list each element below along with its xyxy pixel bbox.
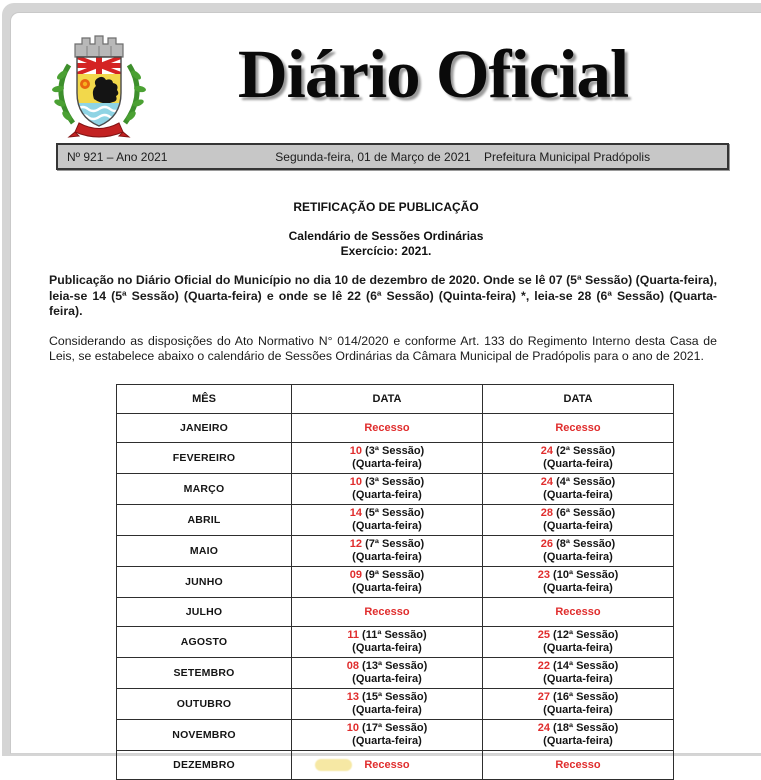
table-row bbox=[117, 688, 674, 719]
session-weekday: (Quarta-feira) bbox=[486, 704, 670, 717]
session-weekday: (Quarta-feira) bbox=[295, 642, 479, 655]
table-row bbox=[117, 442, 674, 473]
date-cell bbox=[483, 750, 674, 779]
recesso-label: Recesso bbox=[555, 422, 600, 434]
table-row bbox=[117, 597, 674, 626]
table-row bbox=[117, 750, 674, 779]
table-row bbox=[117, 657, 674, 688]
date-cell bbox=[292, 597, 483, 626]
date-cell: 14 (5ª Sessão) (Quarta-feira) bbox=[292, 504, 483, 535]
session-day: 10 bbox=[347, 722, 359, 734]
table-row bbox=[117, 473, 674, 504]
document-page bbox=[10, 12, 761, 754]
rectification-heading: RETIFICAÇÃO DE PUBLICAÇÃO bbox=[11, 200, 761, 214]
gazette-title: Diário Oficial bbox=[153, 35, 713, 114]
month-cell: DEZEMBRO bbox=[117, 750, 292, 779]
session-day: 10 bbox=[350, 445, 362, 457]
table-row bbox=[117, 535, 674, 566]
considering-paragraph: Considerando as disposições do Ato Normativo N° 014/2020 e conforme Art. 133 do Regimento Interno desta Casa de Leis, se estabelece abaixo o calendário de Sessões Ordinárias da Câmara Municipal de Pradópolis para o ano de 2021. bbox=[49, 334, 717, 365]
recesso-label: Recesso bbox=[555, 606, 600, 618]
session-weekday: (Quarta-feira) bbox=[295, 551, 479, 564]
session-weekday: (Quarta-feira) bbox=[486, 520, 670, 533]
edition-info-bar bbox=[56, 143, 729, 170]
month-cell: JANEIRO bbox=[117, 413, 292, 442]
table-row bbox=[117, 566, 674, 597]
date-cell: 12 (7ª Sessão) (Quarta-feira) bbox=[292, 535, 483, 566]
session-weekday: (Quarta-feira) bbox=[486, 582, 670, 595]
date-cell bbox=[483, 413, 674, 442]
column-header: MÊS bbox=[117, 384, 292, 413]
month-cell: FEVEREIRO bbox=[117, 442, 292, 473]
date-cell: 13 (15ª Sessão) (Quarta-feira) bbox=[292, 688, 483, 719]
session-day: 28 bbox=[541, 507, 553, 519]
table-row bbox=[117, 719, 674, 750]
date-cell: 24 (2ª Sessão) (Quarta-feira) bbox=[483, 442, 674, 473]
date-cell: 11 (11ª Sessão) (Quarta-feira) bbox=[292, 626, 483, 657]
session-weekday: (Quarta-feira) bbox=[295, 704, 479, 717]
session-day: 13 bbox=[347, 691, 359, 703]
date-cell: 24 (18ª Sessão) (Quarta-feira) bbox=[483, 719, 674, 750]
month-cell: MAIO bbox=[117, 535, 292, 566]
date-cell bbox=[292, 750, 483, 779]
table-row bbox=[117, 413, 674, 442]
session-weekday: (Quarta-feira) bbox=[295, 489, 479, 502]
column-header: DATA bbox=[483, 384, 674, 413]
session-day: 14 bbox=[350, 507, 362, 519]
session-day: 10 bbox=[350, 476, 362, 488]
date-cell: 09 (9ª Sessão) (Quarta-feira) bbox=[292, 566, 483, 597]
session-day: 26 bbox=[541, 538, 553, 550]
recesso-label: Recesso bbox=[364, 759, 409, 771]
session-day: 23 bbox=[538, 569, 550, 581]
month-cell: OUTUBRO bbox=[117, 688, 292, 719]
session-day: 22 bbox=[538, 660, 550, 672]
session-day: 27 bbox=[538, 691, 550, 703]
session-weekday: (Quarta-feira) bbox=[295, 673, 479, 686]
month-cell: MARÇO bbox=[117, 473, 292, 504]
municipality-name: Prefeitura Municipal Pradópolis bbox=[484, 150, 727, 164]
session-day: 09 bbox=[350, 569, 362, 581]
date-cell: 27 (16ª Sessão) (Quarta-feira) bbox=[483, 688, 674, 719]
session-weekday: (Quarta-feira) bbox=[295, 520, 479, 533]
date-cell bbox=[292, 413, 483, 442]
table-row bbox=[117, 626, 674, 657]
date-cell: 10 (3ª Sessão) (Quarta-feira) bbox=[292, 473, 483, 504]
date-cell: 25 (12ª Sessão) (Quarta-feira) bbox=[483, 626, 674, 657]
date-cell bbox=[483, 597, 674, 626]
recesso-label: Recesso bbox=[364, 606, 409, 618]
session-day: 25 bbox=[538, 629, 550, 641]
date-cell: 22 (14ª Sessão) (Quarta-feira) bbox=[483, 657, 674, 688]
session-weekday: (Quarta-feira) bbox=[486, 458, 670, 471]
municipal-coat-of-arms-logo bbox=[49, 33, 149, 141]
session-weekday: (Quarta-feira) bbox=[486, 735, 670, 748]
session-weekday: (Quarta-feira) bbox=[295, 458, 479, 471]
session-weekday: (Quarta-feira) bbox=[295, 582, 479, 595]
sessions-calendar-table bbox=[116, 384, 674, 780]
date-cell: 24 (4ª Sessão) (Quarta-feira) bbox=[483, 473, 674, 504]
date-cell: 26 (8ª Sessão) (Quarta-feira) bbox=[483, 535, 674, 566]
month-cell: SETEMBRO bbox=[117, 657, 292, 688]
session-weekday: (Quarta-feira) bbox=[486, 551, 670, 564]
session-weekday: (Quarta-feira) bbox=[486, 673, 670, 686]
session-day: 12 bbox=[350, 538, 362, 550]
exercise-heading: Exercício: 2021. bbox=[11, 244, 761, 258]
calendar-heading: Calendário de Sessões Ordinárias bbox=[11, 229, 761, 243]
session-day: 24 bbox=[541, 476, 553, 488]
highlight-mark bbox=[315, 759, 352, 771]
coat-of-arms-icon bbox=[49, 33, 149, 141]
session-weekday: (Quarta-feira) bbox=[486, 642, 670, 655]
rectification-paragraph: Publicação no Diário Oficial do Município no dia 10 de dezembro de 2020. Onde se lê 07 (5ª Sessão) (Quarta-feira), leia-se 14 (5ª Sessão) (Quarta-feira) e onde se lê 22 (6ª Sessão) (Quinta-feira) *, leia-se 28 (6ª Sessão) (Quarta-feira). bbox=[49, 273, 717, 320]
table-header-row bbox=[117, 384, 674, 413]
table-row bbox=[117, 504, 674, 535]
column-header: DATA bbox=[292, 384, 483, 413]
month-cell: JULHO bbox=[117, 597, 292, 626]
session-weekday: (Quarta-feira) bbox=[486, 489, 670, 502]
date-cell: 08 (13ª Sessão) (Quarta-feira) bbox=[292, 657, 483, 688]
session-day: 24 bbox=[538, 722, 550, 734]
date-cell: 28 (6ª Sessão) (Quarta-feira) bbox=[483, 504, 674, 535]
month-cell: NOVEMBRO bbox=[117, 719, 292, 750]
edition-number: Nº 921 – Ano 2021 bbox=[58, 150, 262, 164]
session-weekday: (Quarta-feira) bbox=[295, 735, 479, 748]
session-day: 11 bbox=[347, 629, 359, 641]
masthead bbox=[11, 13, 761, 143]
session-day: 24 bbox=[541, 445, 553, 457]
recesso-label: Recesso bbox=[555, 759, 600, 771]
month-cell: AGOSTO bbox=[117, 626, 292, 657]
date-cell: 10 (3ª Sessão) (Quarta-feira) bbox=[292, 442, 483, 473]
date-cell: 23 (10ª Sessão) (Quarta-feira) bbox=[483, 566, 674, 597]
month-cell: JUNHO bbox=[117, 566, 292, 597]
month-cell: ABRIL bbox=[117, 504, 292, 535]
date-cell: 10 (17ª Sessão) (Quarta-feira) bbox=[292, 719, 483, 750]
recesso-label: Recesso bbox=[364, 422, 409, 434]
session-day: 08 bbox=[347, 660, 359, 672]
edition-date: Segunda-feira, 01 de Março de 2021 bbox=[262, 150, 484, 164]
